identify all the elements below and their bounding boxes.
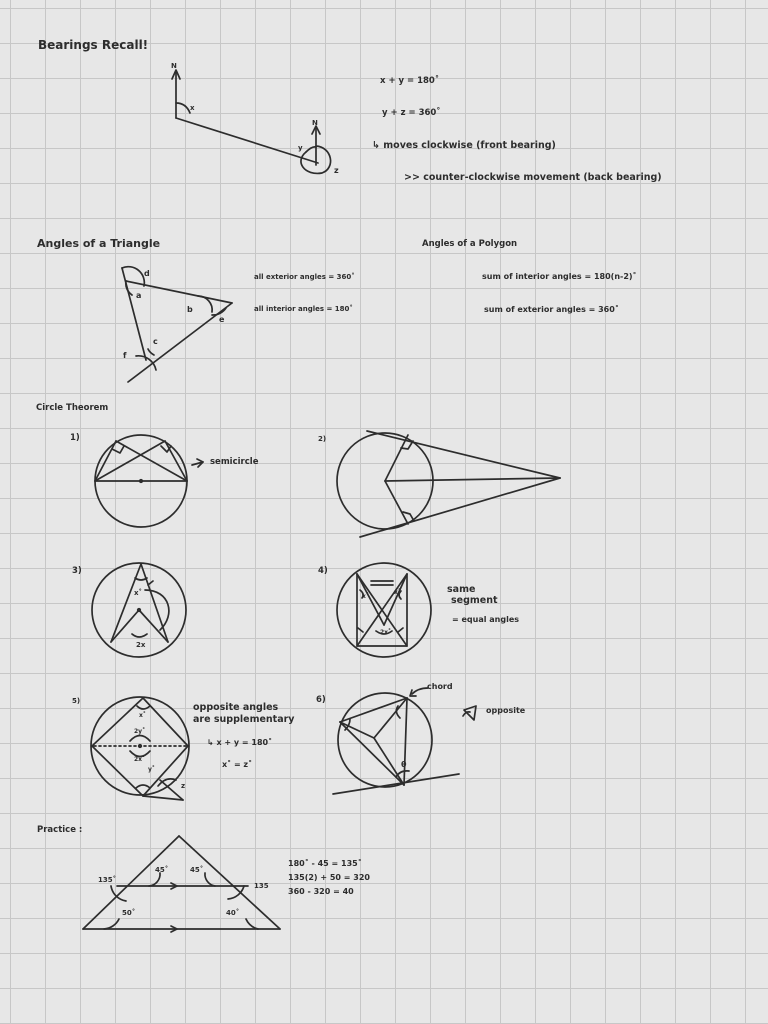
practice-angle-135-right: 135 bbox=[254, 882, 269, 890]
theorem-5-z-label: z bbox=[181, 782, 186, 790]
theorem-5-x-label: x˚ bbox=[139, 712, 146, 719]
practice-calc-1: 180˚ - 45 = 135˚ bbox=[288, 859, 362, 868]
triangle-diagram bbox=[122, 267, 232, 382]
triangle-label-d: d bbox=[144, 269, 150, 278]
theorem-5-2y-label: 2y˚ bbox=[134, 728, 146, 735]
circle-theorem-2 bbox=[337, 431, 560, 537]
theorem-4-note-equal: = equal angles bbox=[452, 615, 520, 624]
triangle-label-e: e bbox=[219, 315, 225, 324]
theorem-3-x-label: x˚ bbox=[134, 589, 143, 597]
triangle-label-b: b bbox=[187, 305, 193, 314]
circle-theorem-number-6: 6) bbox=[316, 695, 326, 705]
bearings-north-label-2: N bbox=[312, 119, 318, 127]
polygon-title: Angles of a Polygon bbox=[422, 239, 518, 249]
practice-angle-45-left: 45˚ bbox=[155, 866, 169, 874]
circle-theorem-number-2: 2) bbox=[318, 435, 327, 443]
circle-theorem-title: Circle Theorem bbox=[36, 403, 109, 413]
polygon-rule-interior: sum of interior angles = 180(n-2)˚ bbox=[482, 272, 637, 281]
theorem-4-note-same: same bbox=[447, 584, 476, 595]
practice-title: Practice : bbox=[37, 825, 83, 835]
triangle-label-c: c bbox=[153, 337, 158, 346]
bearings-north-label: N bbox=[171, 62, 177, 70]
bearings-y-label: y bbox=[298, 144, 303, 152]
circle-theorem-6 bbox=[333, 688, 476, 794]
circle-theorem-4 bbox=[337, 563, 431, 657]
practice-calc-3: 360 - 320 = 40 bbox=[288, 887, 354, 896]
chord-label: chord bbox=[427, 682, 453, 691]
triangle-label-a: a bbox=[136, 291, 142, 300]
bearings-x-label: x bbox=[190, 104, 195, 112]
theorem-4-note-segment: segment bbox=[451, 595, 498, 606]
opposite-label: opposite bbox=[486, 706, 526, 715]
bearings-title: Bearings Recall! bbox=[38, 38, 149, 52]
theorem-5-equation-1: ↳ x + y = 180˚ bbox=[207, 738, 273, 747]
theorem-5-2x-label: 2x˚ bbox=[134, 756, 146, 763]
theorem-4-x-label-2: x˚ bbox=[394, 589, 401, 596]
practice-angle-40: 40˚ bbox=[226, 909, 240, 917]
bearings-diagram bbox=[171, 62, 339, 175]
theorem-5-note-supplementary: are supplementary bbox=[193, 714, 295, 725]
theorem-3-2x-label: 2x bbox=[136, 641, 146, 649]
bearings-equation-1: x + y = 180˚ bbox=[380, 76, 440, 86]
bearings-equation-2: y + z = 360˚ bbox=[382, 108, 441, 118]
circle-theorem-number-3: 3) bbox=[72, 566, 82, 576]
triangle-title: Angles of a Triangle bbox=[37, 237, 161, 250]
practice-angle-45-right: 45˚ bbox=[190, 866, 204, 874]
theorem-5-note-opposite: opposite angles bbox=[193, 702, 279, 713]
triangle-rule-exterior: all exterior angles = 360˚ bbox=[254, 273, 355, 281]
theta-label: θ bbox=[401, 760, 407, 769]
circle-theorem-number-4: 4) bbox=[318, 566, 328, 576]
practice-angle-135-left: 135˚ bbox=[98, 876, 117, 884]
bearings-note-counter-clockwise: >> counter-clockwise movement (back bearing) bbox=[404, 172, 662, 183]
practice-diagram bbox=[83, 836, 280, 932]
theorem-4-2x-label: 2x˚ bbox=[380, 629, 392, 636]
theorem-4-x-label-1: x˚ bbox=[362, 593, 369, 600]
circle-theorem-1 bbox=[95, 435, 203, 527]
practice-calc-2: 135(2) + 50 = 320 bbox=[288, 873, 370, 882]
semicircle-label: semicircle bbox=[210, 457, 259, 467]
bearings-z-label: z bbox=[334, 166, 339, 175]
polygon-rule-exterior: sum of exterior angles = 360˚ bbox=[484, 305, 619, 314]
circle-theorem-number-1: 1) bbox=[70, 433, 80, 443]
theorem-5-equation-2: x˚ = z˚ bbox=[222, 760, 253, 769]
theorem-5-y-label: y˚ bbox=[148, 766, 155, 773]
triangle-label-f: f bbox=[123, 351, 127, 360]
circle-theorem-number-5: 5) bbox=[72, 697, 81, 705]
triangle-rule-interior: all interior angles = 180˚ bbox=[254, 305, 353, 313]
bearings-note-clockwise: ↳ moves clockwise (front bearing) bbox=[372, 140, 556, 151]
practice-angle-50: 50˚ bbox=[122, 909, 136, 917]
